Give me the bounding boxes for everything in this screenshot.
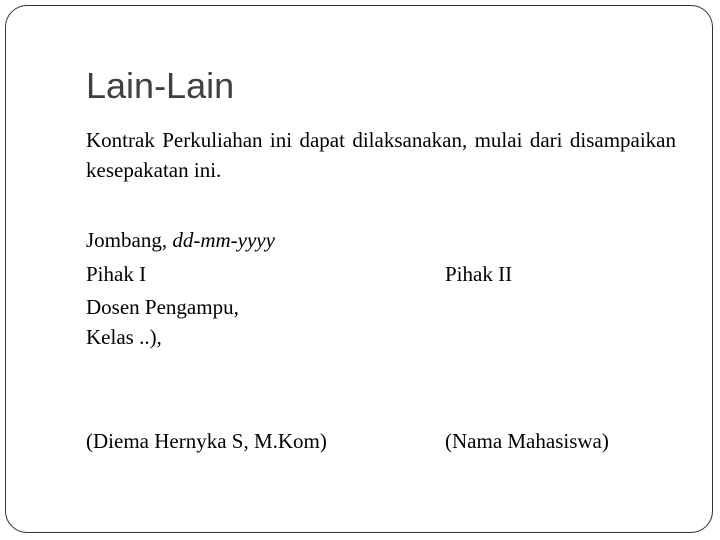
slide-frame (5, 5, 713, 533)
place-date-line (86, 225, 275, 255)
place-label: Jombang, (86, 228, 173, 252)
class-label: Kelas ..), (86, 325, 162, 349)
date-format: dd-mm-yyyy (172, 228, 275, 252)
party-two-label: Pihak II (445, 262, 513, 286)
signature-two: (Nama Mahasiswa) (445, 429, 609, 453)
intro-paragraph: Kontrak Perkuliahan ini dapat dilaksanakan, mulai dari disampaikan kesepakatan ini. (86, 128, 676, 183)
role-label: Dosen Pengampu, (86, 295, 239, 319)
signature-one: (Diema Hernyka S, M.Kom) (86, 429, 327, 453)
slide-title: Lain-Lain (86, 65, 235, 106)
party-one-label: Pihak I (86, 262, 147, 286)
